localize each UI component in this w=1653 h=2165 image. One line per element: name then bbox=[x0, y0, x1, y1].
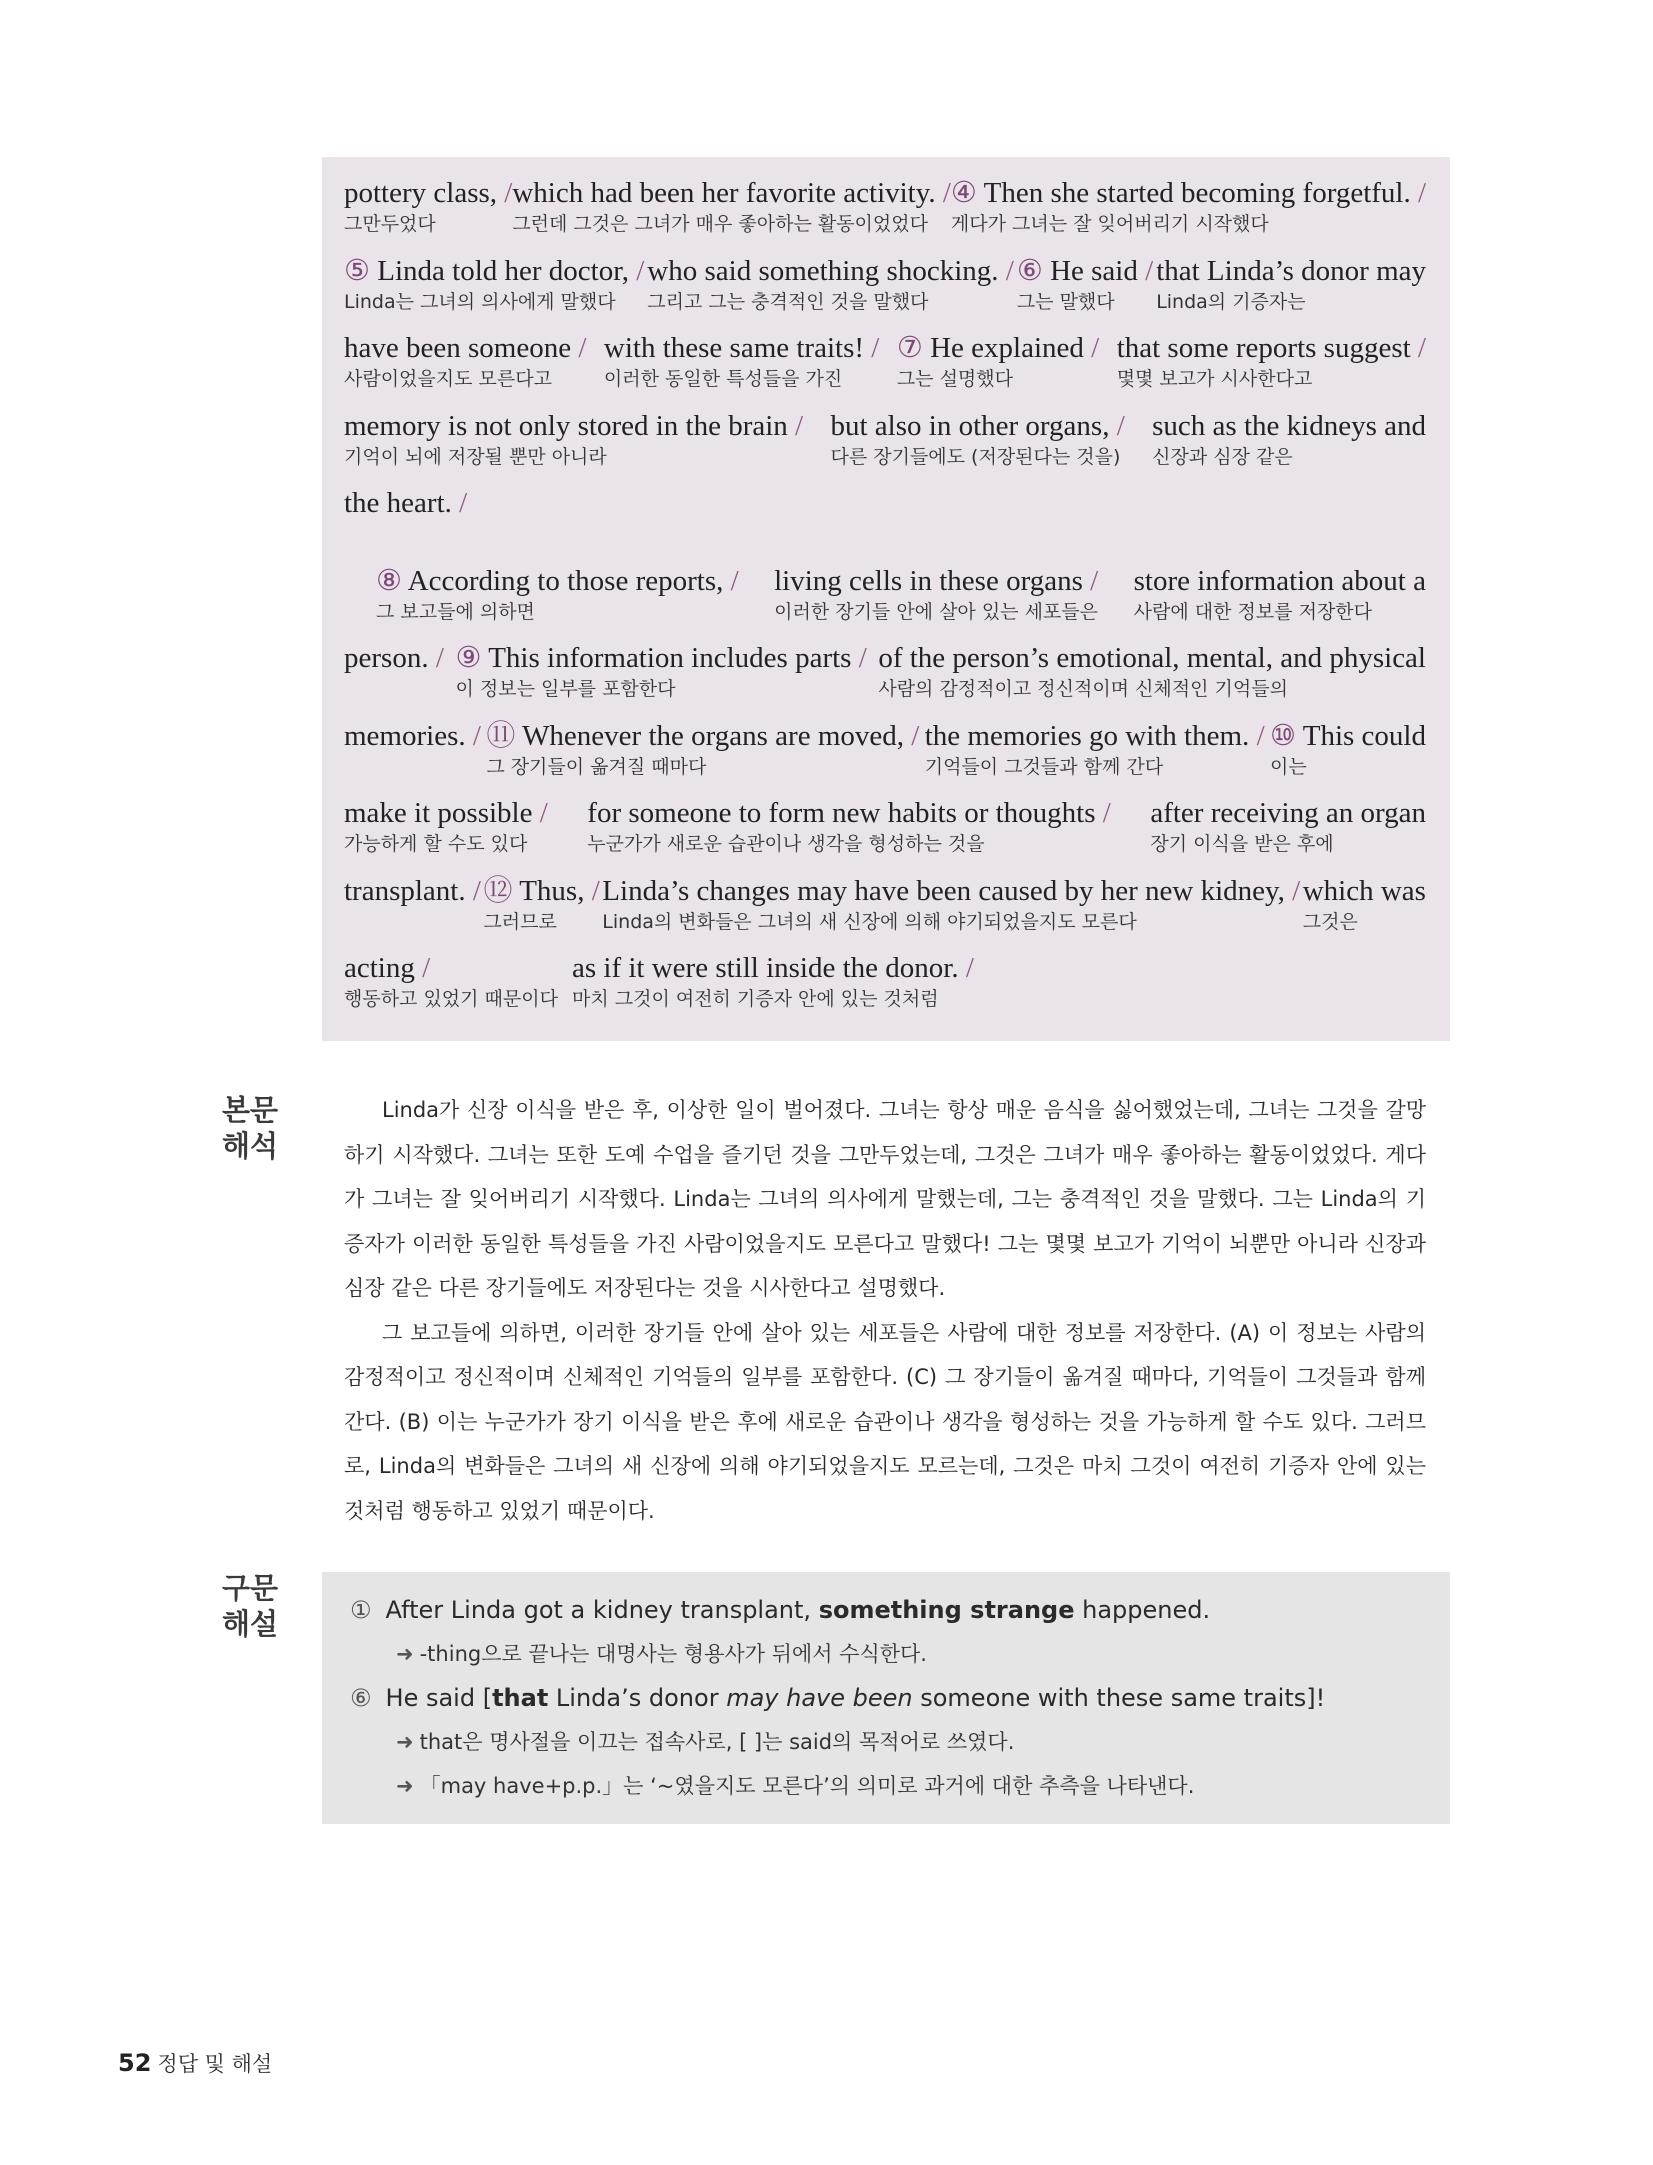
arrow-icon: ➜ bbox=[396, 1642, 414, 1666]
sentence-number: ⑥ bbox=[350, 1684, 372, 1712]
translation-text bbox=[344, 1088, 1426, 1533]
chunk-line: transplant. / ⑫ Thus, / 그러므로 Linda’s changes may have been caused by her new kidney, / Linda의 변화들은 그녀의 새 신장에 의해 야기되었을지도 모른다 which was 그것은 bbox=[344, 874, 1426, 933]
sentence-number: ⑤ bbox=[344, 254, 370, 287]
translation-label: 본문 해석 bbox=[222, 1093, 279, 1163]
grammar-note: ➜ that은 명사절을 이끄는 접속사로, [ ]는 said의 목적어로 쓰였다. bbox=[396, 1730, 1015, 1754]
page-footer bbox=[118, 2048, 272, 2078]
sentence-number: ⑧ bbox=[376, 564, 402, 597]
grammar-box bbox=[322, 1572, 1450, 1824]
chunk-line: ⑧ According to those reports, / 그 보고들에 의하면 living cells in these organs / 이러한 장기들 안에 살아 있는 세포들은 store information about a 사람에 대한 정보를 저장한다 bbox=[376, 564, 1426, 623]
sentence-number: ⑩ bbox=[1270, 719, 1297, 752]
chunk-line: make it possible / 가능하게 할 수도 있다 for someone to form new habits or thoughts / 누군가가 새로운 습관이나 생각을 형성하는 것을 after receiving an organ 장기 이식을 받은 후에 bbox=[344, 797, 1426, 855]
sentence-number: ① bbox=[350, 1596, 372, 1624]
page-number: 52 bbox=[118, 2049, 152, 2077]
grammar-note: ➜ -thing으로 끝나는 대명사는 형용사가 뒤에서 수식한다. bbox=[396, 1642, 927, 1666]
grammar-item: ⑥ He said [that Linda’s donor may have been someone with these same traits]! bbox=[350, 1684, 1326, 1712]
chunk-line: pottery class, / 그만두었다 which had been her favorite activity. / 그런데 그것은 그녀가 매우 좋아하는 활동이었었다 ④ Then she started becoming forgetful. / 게다가 그녀는 잘 잊어버리기 시작했다 bbox=[344, 177, 1427, 235]
chunk-line: memory is not only stored in the brain / 기억이 뇌에 저장될 뿐만 아니라 but also in other organs, / 다른 장기들에도 (저장된다는 것을) such as the kidneys and 신장과 심장 같은 bbox=[344, 409, 1426, 468]
arrow-icon: ➜ bbox=[396, 1774, 414, 1798]
translation-paragraph: Linda가 신장 이식을 받은 후, 이상한 일이 벌어졌다. 그녀는 항상 매운 음식을 싫어했었는데, 그녀는 그것을 갈망하기 시작했다. 그녀는 또한 도예 수업을 즐기던 것을 그만두었는데, 그것은 그녀가 매우 좋아하는 활동이었었다. 게다가 그녀는 잘 잊어버리기 시작했다. Linda는 그녀의 의사에게 말했는데, 그는 충격적인 것을 말했다. 그는 Linda의 기증자가 이러한 동일한 특성들을 가진 사람이었을지도 모른다고 말했다! 그는 몇몇 보고가 기억이 뇌뿐만 아니라 신장과 심장 같은 다른 장기들에도 저장된다는 것을 시사한다고 설명했다. bbox=[344, 1098, 1426, 1300]
grammar-note: ➜ 「may have+p.p.」는 ‘~였을지도 모른다’의 의미로 과거에 대한 추측을 나타낸다. bbox=[396, 1774, 1195, 1798]
grammar-item: ① After Linda got a kidney transplant, something strange happened. bbox=[350, 1596, 1211, 1624]
sentence-number: ⑥ bbox=[1016, 254, 1043, 287]
chunk-line: person. / ⑨ This information includes parts / 이 정보는 일부를 포함한다 of the person’s emotional, mental, and physical 사람의 감정적이고 정신적이며 신체적인 기억들의 bbox=[344, 642, 1426, 700]
grammar-label: 구문 해설 bbox=[222, 1571, 279, 1641]
footer-title: 정답 및 해설 bbox=[157, 2052, 273, 2076]
arrow-icon: ➜ bbox=[396, 1730, 414, 1754]
chunk-line: memories. / ⑪ Whenever the organs are moved, / 그 장기들이 옮겨질 때마다 the memories go with them. / 기억들이 그것들과 함께 간다 ⑩ This could 이는 bbox=[344, 719, 1426, 778]
chunk-line: the heart. / bbox=[344, 487, 468, 519]
sentence-number: ⑪ bbox=[486, 719, 516, 752]
sentence-number: ⑨ bbox=[455, 642, 482, 674]
chunk-line: have been someone / 사람이었을지도 모른다고 with these same traits! / 이러한 동일한 특성들을 가진 ⑦ He explained / 그는 설명했다 that some reports suggest / 몇몇 보고가 시사한다고 bbox=[344, 332, 1426, 390]
sentence-number: ⑦ bbox=[896, 332, 923, 364]
sentence-number: ⑫ bbox=[483, 874, 513, 907]
sentence-number: ④ bbox=[950, 177, 977, 209]
chunk-line: ⑤ Linda told her doctor, / Linda는 그녀의 의사에게 말했다 who said something shocking. / 그리고 그는 충격적인 것을 말했다 ⑥ He said / 그는 말했다 that Linda’s donor may Linda의 기증자는 bbox=[344, 254, 1426, 313]
chunk-line: acting / 행동하고 있었기 때문이다 as if it were still inside the donor. / 마치 그것이 여전히 기증자 안에 있는 것처럼 bbox=[344, 952, 974, 1010]
chunk-translation-box bbox=[322, 157, 1450, 1041]
translation-paragraph: 그 보고들에 의하면, 이러한 장기들 안에 살아 있는 세포들은 사람에 대한 정보를 저장한다. (A) 이 정보는 사람의 감정적이고 정신적이며 신체적인 기억들의 일부를 포함한다. (C) 그 장기들이 옮겨질 때마다, 기억들이 그것들과 함께 간다. (B) 이는 누군가가 장기 이식을 받은 후에 새로운 습관이나 생각을 형성하는 것을 가능하게 할 수도 있다. 그러므로, Linda의 변화들은 그녀의 새 신장에 의해 야기되었을지도 모르는데, 그것은 마치 그것이 여전히 기증자 안에 있는 것처럼 행동하고 있었기 때문이다. bbox=[344, 1320, 1426, 1523]
